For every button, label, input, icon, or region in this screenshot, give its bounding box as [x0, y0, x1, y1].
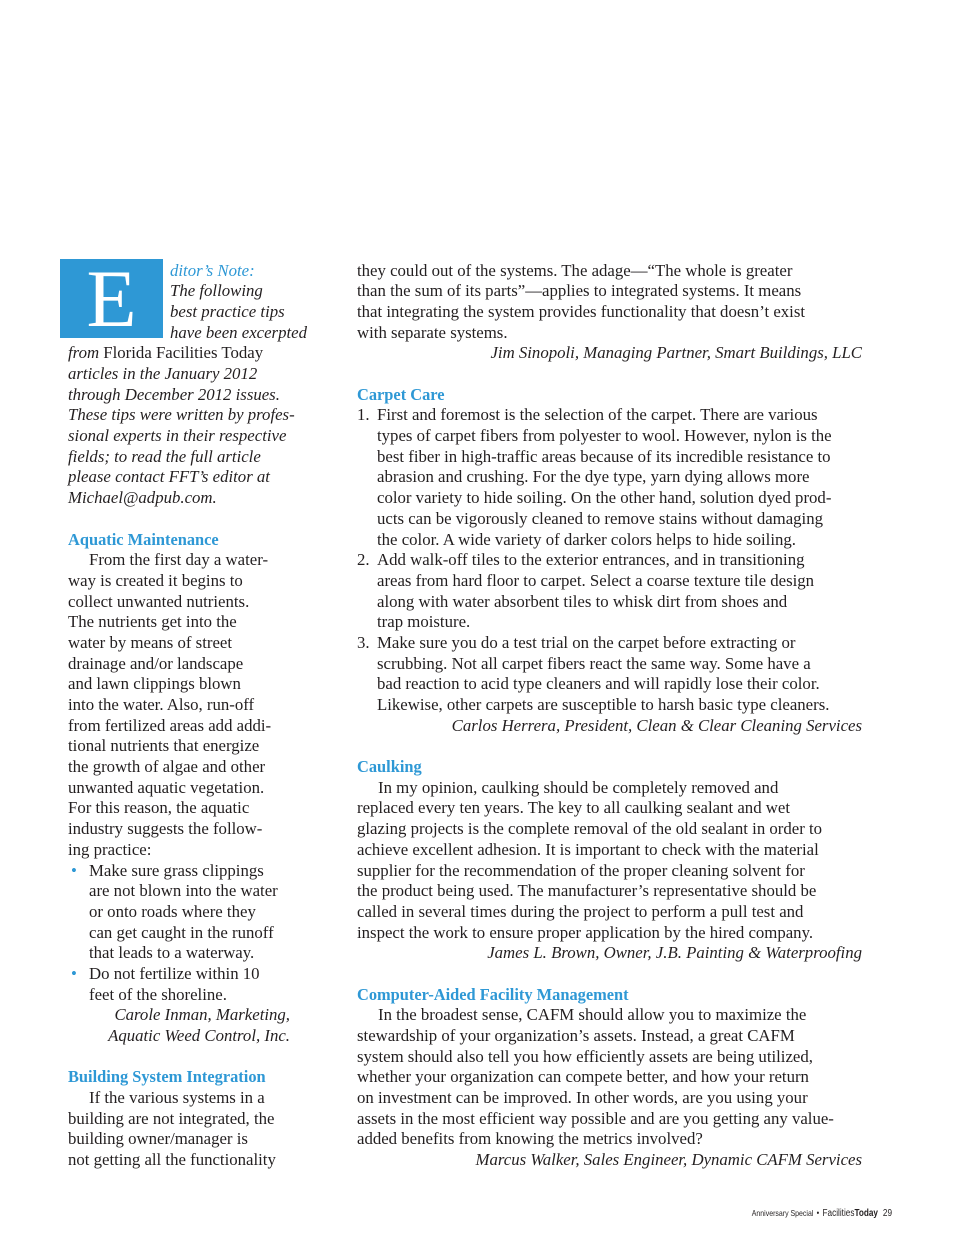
body-line: have been excerpted — [170, 322, 307, 342]
body-line: collect unwanted nutrients. — [68, 591, 250, 611]
body-line: system should also tell you how efficiently assets are being utilized, — [357, 1046, 813, 1066]
body-line: The nutrients get into the — [68, 612, 237, 632]
numbered-item — [357, 550, 862, 633]
list-number: 3. — [357, 632, 370, 652]
body-line: please contact FFT’s editor at — [68, 467, 270, 487]
numbered-item — [357, 405, 862, 550]
numbered-item — [357, 633, 862, 716]
body-line: In my opinion, caulking should be completely removed and — [378, 777, 779, 797]
body-line: replaced every ten years. The key to all caulking sealant and wet — [357, 798, 791, 818]
spacer — [357, 736, 862, 757]
body-line: or onto roads where they — [89, 901, 256, 921]
body-line: From the first day a water- — [89, 550, 269, 570]
body-line: types of carpet fibers from polyester to wool. However, nylon is the — [377, 426, 832, 446]
body-line: way is created it begins to — [68, 570, 243, 590]
body-line: called in several times during the project to perform a pull test and — [357, 901, 804, 921]
section-caulking — [357, 757, 862, 964]
body-line: that integrating the system provides functionality that doesn’t exist — [357, 301, 806, 321]
body-line: industry suggests the follow- — [68, 819, 263, 839]
body-line: inspect the work to ensure proper application by the hired company. — [357, 922, 814, 942]
body-line: glazing projects is the complete removal of the old sealant in order to — [357, 819, 823, 839]
section-building-continued — [357, 261, 862, 364]
list-number: 1. — [357, 405, 370, 425]
section-carpet-care — [357, 385, 862, 737]
body-line: The following — [170, 281, 263, 301]
list-number: 2. — [357, 550, 370, 570]
editors-note — [68, 260, 307, 509]
left-column — [68, 260, 307, 1171]
body-line: building are not integrated, the — [68, 1108, 275, 1128]
body-line: feet of the shoreline. — [89, 984, 227, 1004]
body-line: through December 2012 issues. — [68, 384, 280, 404]
attribution: Marcus Walker, Sales Engineer, Dynamic CAFM Services — [475, 1150, 862, 1170]
bullet-item — [68, 964, 290, 1005]
body-line: supplier for the recommendation of the proper cleaning solvent for — [357, 860, 805, 880]
body-line: stewardship of your organization’s assets. Instead, a great CAFM — [357, 1026, 795, 1046]
body-line: bad reaction to acid type cleaners and will rapidly lose their color. — [377, 674, 820, 694]
body-line: unwanted aquatic vegetation. — [68, 777, 265, 797]
body-line: that leads to a waterway. — [89, 943, 255, 963]
attribution: Carole Inman, Marketing, — [114, 1005, 290, 1025]
section-heading: Carpet Care — [357, 384, 445, 404]
body-line: ucts can be vigorously cleaned to remove stains without damaging — [377, 508, 823, 528]
bullet-icon — [71, 964, 77, 985]
body-line: can get caught in the runoff — [89, 922, 274, 942]
body-line: whether your organization can compete better, and how your return — [357, 1067, 809, 1087]
body-line — [68, 343, 290, 364]
body-line: Make sure you do a test trial on the carpet before extracting or — [377, 632, 796, 652]
attribution: Jim Sinopoli, Managing Partner, Smart Buildings, LLC — [490, 343, 862, 363]
body-line: trap moisture. — [377, 612, 471, 632]
separator-dot-icon — [817, 1208, 820, 1218]
section-heading: Building System Integration — [68, 1067, 266, 1087]
section-heading: Computer-Aided Facility Management — [357, 984, 629, 1004]
body-line: they could out of the systems. The adage—“The whole is greater — [357, 260, 793, 280]
body-line: drainage and/or landscape — [68, 653, 244, 673]
body-line: Likewise, other carpets are susceptible to harsh basic type cleaners. — [377, 695, 830, 715]
body-line: Make sure grass clippings — [89, 860, 264, 880]
body-line: water by means of street — [68, 632, 233, 652]
editor-email: Michael@adpub.com. — [68, 488, 217, 508]
body-line: fields; to read the full article — [68, 446, 261, 466]
body-line: assets in the most efficient way possible and are you getting any value- — [357, 1108, 834, 1128]
page-number: 29 — [882, 1208, 892, 1219]
editors-note-lead: ditor’s Note: — [170, 260, 255, 280]
body-line: sional experts in their respective — [68, 426, 287, 446]
body-line: best practice tips — [170, 301, 285, 321]
body-line: ing practice: — [68, 839, 152, 859]
body-line: Do not fertilize within 10 — [89, 963, 260, 983]
page-footer — [752, 1206, 892, 1220]
section-building-system-integration — [68, 1067, 290, 1170]
body-line: are not blown into the water — [89, 881, 278, 901]
body-line: scrubbing. Not all carpet fibers react the same way. Some have a — [377, 653, 811, 673]
body-line: with separate systems. — [357, 322, 508, 342]
body-line: not getting all the functionality — [68, 1150, 276, 1170]
body-line: than the sum of its parts”—applies to integrated systems. It means — [357, 281, 802, 301]
brand-name-regular: Facilities — [822, 1208, 855, 1219]
body-line: achieve excellent adhesion. It is important to check with the material — [357, 839, 819, 859]
issue-label: Anniversary Special — [751, 1208, 814, 1218]
body-line: First and foremost is the selection of the carpet. There are various — [377, 405, 818, 425]
body-line: into the water. Also, run-off — [68, 695, 255, 715]
body-line: the product being used. The manufacturer’s representative should be — [357, 881, 817, 901]
body-line: building owner/manager is — [68, 1129, 248, 1149]
bullet-item — [68, 861, 290, 964]
body-line: the growth of algae and other — [68, 757, 266, 777]
spacer — [68, 1047, 290, 1068]
section-heading: Caulking — [357, 757, 422, 777]
body-line: from fertilized areas add addi- — [68, 715, 272, 735]
drop-cap: E — [60, 259, 163, 338]
body-line: on investment can be improved. In other words, are you using your — [357, 1088, 808, 1108]
attribution: Aquatic Weed Control, Inc. — [108, 1026, 290, 1046]
section-cafm — [357, 985, 862, 1171]
spacer — [357, 364, 862, 385]
attribution: Carlos Herrera, President, Clean & Clear Cleaning Services — [451, 715, 862, 735]
text-run: from — [68, 343, 100, 363]
spacer — [357, 964, 862, 985]
body-line: along with water absorbent tiles to whisk dirt from shoes and — [377, 591, 788, 611]
body-line: areas from hard floor to carpet. Select a coarse texture tile design — [377, 570, 815, 590]
body-line: best fiber in high-traffic areas because of its incredible resistance to — [377, 446, 831, 466]
bullet-icon — [71, 861, 77, 882]
section-aquatic-maintenance — [68, 530, 290, 1047]
right-column — [357, 261, 862, 1171]
body-line: added benefits from knowing the metrics involved? — [357, 1129, 703, 1149]
spacer — [68, 509, 290, 530]
body-line: In the broadest sense, CAFM should allow you to maximize the — [378, 1005, 807, 1025]
body-line: color variety to hide soiling. On the other hand, solution dyed prod- — [377, 488, 832, 508]
body-line: articles in the January 2012 — [68, 364, 258, 384]
body-line: abrasion and crushing. For the dye type, yarn dying allows more — [377, 467, 810, 487]
body-line: If the various systems in a — [89, 1088, 265, 1108]
body-line: tional nutrients that energize — [68, 736, 260, 756]
body-line: These tips were written by profes- — [68, 405, 295, 425]
body-line: For this reason, the aquatic — [68, 798, 250, 818]
body-line: and lawn clippings blown — [68, 674, 241, 694]
attribution: James L. Brown, Owner, J.B. Painting & Waterproofing — [487, 943, 862, 963]
brand-name-bold: Today — [854, 1208, 878, 1219]
publication-name: Florida Facilities Today — [103, 343, 264, 363]
section-heading: Aquatic Maintenance — [68, 529, 219, 549]
body-line: Add walk-off tiles to the exterior entrances, and in transitioning — [377, 550, 805, 570]
body-line: the color. A wide variety of darker colors helps to hide soiling. — [377, 529, 796, 549]
brand-name — [823, 1208, 878, 1219]
